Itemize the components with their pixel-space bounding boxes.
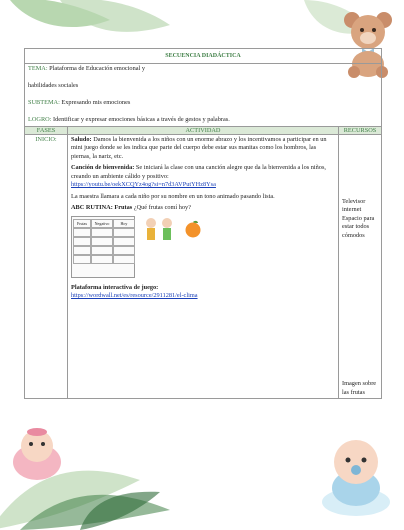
worksheet-grid: [73, 219, 133, 264]
abc-paragraph: [71, 204, 335, 213]
baby-girl-illustration: [8, 422, 66, 482]
tema-row: [25, 64, 382, 127]
column-header-recursos: RECURSOS: [339, 126, 382, 134]
phase-label: INICIO:: [35, 135, 57, 143]
tema-label: TEMA:: [28, 65, 48, 73]
orange-fruit-icon: [183, 220, 203, 238]
resources-cell: [339, 134, 382, 399]
logro-value: Identificar y expresar emociones básicas a través de gestos y palabras.: [53, 116, 230, 124]
abc-question: ¿Qué frutas comí hoy?: [133, 204, 191, 212]
document-title: SECUENCIA DIADÁCTICA: [25, 49, 382, 64]
abc-label: ABC RUTINA: Frutas: [71, 204, 133, 212]
wordwall-link[interactable]: https://wordwall.net/es/resource/2911281/el-clima: [71, 292, 198, 300]
subtema-label: SUBTEMA:: [28, 99, 60, 107]
fruit-worksheet-image: [71, 216, 135, 278]
worksheet-header-frutas: Frutas: [73, 219, 91, 228]
cancion-text: Se iniciará la clase con una canción alegre que da la bienvenida a los niños, creando un ambiente cálido y positivo:: [71, 164, 326, 180]
saludo-paragraph: [71, 136, 335, 162]
resource-image-text: Imagen sobre las frutas: [342, 380, 377, 396]
plataforma-label: Plataforma interactiva de juego:: [71, 283, 159, 291]
column-header-actividad: ACTIVIDAD: [68, 126, 339, 134]
youtube-link[interactable]: https://youtu.be/oekXCQYz4og?si=n7d3AVPutYHz8Ysa: [71, 181, 216, 189]
cancion-label: Canción de bienvenida:: [71, 164, 135, 172]
phase-cell: [25, 134, 68, 399]
worksheet-header-negativo: Negativo: [91, 219, 113, 228]
fruit-image-group: [71, 216, 335, 278]
nombre-paragraph: La maestra llamara a cada niño por su nombre en un tono animado pasando lista.: [71, 192, 275, 200]
children-illustration: [141, 216, 177, 244]
tema-value-line2: habilidades sociales: [28, 82, 79, 90]
activity-cell: [68, 134, 339, 399]
cancion-paragraph: [71, 164, 335, 190]
resource-tv-text: Televisor internet Espacio para estar todos cómodos: [342, 197, 375, 239]
didactic-sequence-table: [24, 48, 382, 399]
subtema-value: Expresando mis emociones: [61, 99, 131, 107]
column-header-fases: FASES: [25, 126, 68, 134]
worksheet-header-hoy: Hoy: [113, 219, 135, 228]
saludo-text: Damos la bienvenida a los niños con un enorme abrazo y los incentivamos a participar en un mini juego donde se les indica que parte del cuerpo debe estar sus manitas como los hombros, las piernas, la nariz, etc.: [71, 135, 327, 160]
saludo-label: Saludo:: [71, 135, 92, 143]
plataforma-paragraph: [71, 284, 335, 301]
logro-label: LOGRO:: [28, 116, 52, 124]
baby-boy-illustration: [320, 428, 392, 518]
tema-value-line1: Plataforma de Educación emocional y: [49, 65, 145, 73]
